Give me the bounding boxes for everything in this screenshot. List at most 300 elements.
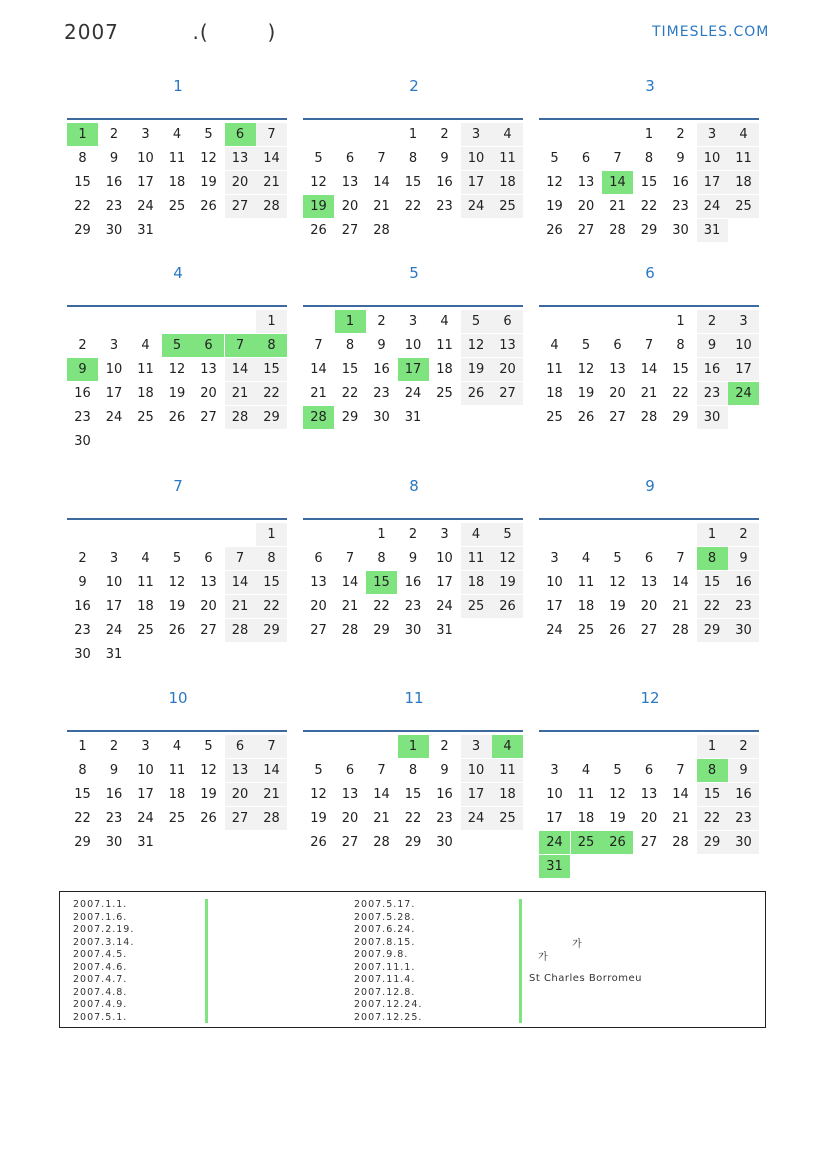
day-cell: 7 [676,551,685,566]
day-cell: 26 [577,410,595,425]
day-cell: 4 [440,314,449,329]
month-name: 5 [409,264,419,282]
legend-date: 2007.4.5. [73,949,128,960]
day-cell: 2 [78,338,87,353]
day-cell: 3 [461,123,492,146]
day-cell: 29 [341,410,359,425]
day-cell: 8 [345,338,355,353]
day-cell: 18 [168,787,186,802]
day-cell: 2 [109,127,119,142]
day-cell: 16 [728,571,759,594]
day-cell: 30 [697,406,728,429]
day-cell: 6 [644,763,654,778]
day-cell: 4 [492,123,523,146]
day-cell: 19 [609,599,626,614]
day-cell: 3 [697,123,728,146]
day-cell: 9 [109,151,119,166]
day-cell: 12 [168,362,186,377]
day-cell: 22 [373,599,390,614]
day-cell: 19 [546,199,563,214]
legend-date: 2007.1.1. [73,899,128,910]
day-cell: 28 [225,619,256,642]
day-cell: 5 [314,151,323,166]
day-cell: 12 [200,151,217,166]
day-cell: 13 [640,575,658,590]
day-cell: 10 [728,334,759,357]
day-cell: 28 [225,406,256,429]
day-cell: 11 [137,575,154,590]
day-cell: 10 [461,759,492,782]
day-cell: 5 [204,739,213,754]
day-cell: 1 [398,735,429,758]
day-cell: 12 [310,175,327,190]
month-name: 7 [173,477,183,495]
legend-date: 2007.4.8. [73,986,128,998]
day-cell: 15 [672,362,689,377]
day-cell: 3 [141,739,150,754]
day-cell: 17 [461,171,492,194]
day-cell: 8 [256,334,287,357]
day-cell: 25 [168,199,186,214]
day-cell: 7 [314,338,323,353]
legend-date: 2007.4.7. [73,974,128,985]
day-cell: 19 [168,599,186,614]
day-cell: 15 [697,571,728,594]
day-cell: 14 [225,571,256,594]
day-cell: 7 [225,547,256,570]
day-cell: 13 [310,575,327,590]
day-cell: 20 [225,171,256,194]
day-cell: 21 [225,595,256,618]
day-cell: 15 [74,787,91,802]
day-cell: 3 [440,527,449,542]
day-cell: 20 [200,386,217,401]
day-cell: 6 [345,763,355,778]
day-cell: 13 [577,175,595,190]
day-cell: 8 [256,547,287,570]
day-cell: 29 [256,406,287,429]
day-cell: 10 [436,551,453,566]
day-cell: 16 [436,175,453,190]
day-cell: 25 [492,195,523,218]
day-cell: 24 [461,807,492,830]
month-2 [303,74,525,238]
day-cell: 23 [728,595,759,618]
month-4 [67,261,289,449]
day-cell: 14 [341,575,359,590]
day-cell: 21 [609,199,626,214]
day-cell: 16 [105,175,123,190]
day-cell: 28 [672,835,689,850]
month-9 [539,474,761,638]
day-cell: 18 [546,386,563,401]
day-cell: 19 [609,811,626,826]
day-cell: 10 [404,338,422,353]
month-3 [539,74,761,238]
day-cell: 24 [461,195,492,218]
day-cell: 27 [609,410,626,425]
day-cell: 6 [225,123,256,146]
day-cell: 10 [105,575,123,590]
month-divider [539,730,759,732]
day-cell: 9 [78,575,87,590]
day-cell: 29 [640,223,658,238]
day-cell: 9 [728,759,759,782]
day-cell: 26 [609,623,626,638]
day-cell: 9 [109,763,119,778]
day-cell: 25 [492,807,523,830]
day-cell: 10 [137,151,154,166]
day-cell: 3 [461,735,492,758]
day-cell: 17 [546,811,563,826]
day-cell: 31 [404,410,422,425]
day-cell: 11 [546,362,563,377]
day-cell: 22 [74,199,91,214]
day-cell: 1 [67,123,98,146]
day-cell: 6 [492,310,523,333]
day-cell: 15 [341,362,359,377]
month-name: 3 [645,77,655,95]
day-cell: 12 [168,575,186,590]
day-cell: 30 [728,619,759,642]
day-cell: 20 [310,599,327,614]
day-cell: 7 [377,763,386,778]
day-cell: 5 [492,523,523,546]
day-cell: 13 [225,759,256,782]
day-cell: 29 [697,619,728,642]
day-cell: 7 [225,334,256,357]
day-cell: 30 [436,835,453,850]
month-7 [67,474,289,662]
day-cell: 28 [341,623,359,638]
legend-date: 2007.5.28. [354,911,416,923]
day-cell: 24 [404,386,422,401]
day-cell: 25 [577,623,595,638]
day-cell: 26 [602,831,633,854]
day-cell: 28 [672,623,689,638]
day-cell: 23 [404,599,422,614]
day-cell: 8 [408,763,418,778]
day-cell: 5 [581,338,591,353]
day-cell: 18 [137,386,154,401]
day-cell: 23 [436,811,453,826]
day-cell: 15 [404,787,422,802]
day-cell: 6 [613,338,622,353]
month-divider [303,118,523,120]
month-divider [539,118,759,120]
day-cell: 17 [436,575,453,590]
day-cell: 19 [577,386,595,401]
day-cell: 10 [461,147,492,170]
day-cell: 2 [676,127,685,142]
day-cell: 25 [436,386,453,401]
day-cell: 22 [404,811,422,826]
day-cell: 1 [644,127,654,142]
day-cell: 31 [436,623,453,638]
day-cell: 25 [137,623,154,638]
day-cell: 12 [461,334,492,357]
day-cell: 26 [200,199,217,214]
day-cell: 30 [74,434,91,449]
day-cell: 4 [581,763,591,778]
day-cell: 16 [373,362,390,377]
month-5 [303,261,525,425]
day-cell: 8 [676,338,685,353]
day-cell: 22 [341,386,359,401]
day-cell: 10 [546,575,563,590]
day-cell: 30 [728,831,759,854]
day-cell: 10 [105,362,123,377]
day-cell: 18 [577,599,595,614]
day-cell: 14 [256,147,287,170]
day-cell: 30 [373,410,390,425]
day-cell: 31 [137,835,154,850]
day-cell: 8 [697,547,728,570]
day-cell: 15 [697,783,728,806]
day-cell: 9 [377,338,386,353]
legend-note-korean-2: 가 [538,952,549,963]
day-cell: 1 [676,314,685,329]
day-cell: 2 [78,551,87,566]
legend-date: 2007.4.6. [73,961,128,973]
day-cell: 22 [697,807,728,830]
day-cell: 17 [137,787,154,802]
day-cell: 28 [256,807,287,830]
day-cell: 14 [310,362,327,377]
month-name: 6 [645,264,655,282]
day-cell: 1 [697,735,728,758]
day-cell: 22 [404,199,422,214]
day-cell: 2 [377,314,386,329]
day-cell: 24 [436,599,453,614]
day-cell: 11 [577,575,595,590]
day-cell: 21 [672,811,689,826]
day-cell: 1 [256,523,287,546]
month-1 [67,74,289,238]
day-cell: 29 [74,223,91,238]
day-cell: 23 [74,623,91,638]
day-cell: 22 [697,595,728,618]
legend-date: 2007.12.8. [354,986,416,998]
day-cell: 6 [204,551,213,566]
day-cell: 27 [640,835,658,850]
day-cell: 28 [256,195,287,218]
day-cell: 9 [728,547,759,570]
day-cell: 11 [436,338,453,353]
day-cell: 26 [200,811,217,826]
brand-link[interactable]: TIMESLES.COM [652,24,770,40]
day-cell: 19 [303,195,334,218]
day-cell: 15 [256,358,287,381]
month-divider [303,730,523,732]
day-cell: 27 [225,807,256,830]
day-cell: 20 [609,386,626,401]
day-cell: 8 [377,551,386,566]
day-cell: 16 [74,386,91,401]
holiday-legend [59,891,766,1028]
legend-divider-2 [519,899,522,1023]
day-cell: 25 [546,410,563,425]
day-cell: 6 [644,551,654,566]
day-cell: 3 [550,551,559,566]
day-cell: 9 [67,358,98,381]
day-cell: 10 [697,147,728,170]
day-cell: 25 [137,410,154,425]
day-cell: 4 [461,523,492,546]
day-cell: 23 [373,386,390,401]
day-cell: 21 [640,386,658,401]
day-cell: 22 [256,595,287,618]
day-cell: 26 [310,835,327,850]
day-cell: 27 [310,623,327,638]
day-cell: 4 [550,338,559,353]
day-cell: 16 [672,175,689,190]
day-cell: 26 [492,595,523,618]
legend-date: 2007.5.17. [354,899,416,910]
day-cell: 8 [697,759,728,782]
day-cell: 20 [341,199,359,214]
day-cell: 23 [697,382,728,405]
legend-date: 2007.9.8. [354,949,409,960]
day-cell: 3 [109,338,119,353]
day-cell: 23 [105,811,123,826]
day-cell: 18 [461,571,492,594]
day-cell: 19 [200,787,217,802]
day-cell: 3 [408,314,418,329]
day-cell: 24 [105,410,123,425]
day-cell: 7 [644,338,654,353]
day-cell: 15 [366,571,397,594]
day-cell: 10 [137,763,154,778]
day-cell: 24 [546,623,563,638]
day-cell: 20 [577,199,595,214]
day-cell: 19 [168,386,186,401]
day-cell: 25 [571,831,602,854]
day-cell: 19 [310,811,327,826]
day-cell: 20 [341,811,359,826]
month-10 [67,686,289,850]
day-cell: 21 [373,199,390,214]
day-cell: 18 [492,171,523,194]
day-cell: 14 [602,171,633,194]
day-cell: 29 [404,835,422,850]
day-cell: 24 [105,623,123,638]
day-cell: 24 [137,199,154,214]
day-cell: 29 [256,619,287,642]
day-cell: 13 [640,787,658,802]
day-cell: 30 [105,835,123,850]
day-cell: 19 [492,571,523,594]
day-cell: 9 [408,551,418,566]
day-cell: 25 [461,595,492,618]
day-cell: 13 [341,787,359,802]
day-cell: 4 [492,735,523,758]
day-cell: 30 [404,623,422,638]
month-divider [67,730,287,732]
day-cell: 20 [225,783,256,806]
day-cell: 3 [550,763,559,778]
day-cell: 15 [640,175,658,190]
day-cell: 27 [640,623,658,638]
day-cell: 17 [137,175,154,190]
day-cell: 12 [546,175,563,190]
day-cell: 16 [105,787,123,802]
day-cell: 18 [436,362,453,377]
day-cell: 26 [168,410,186,425]
day-cell: 6 [193,334,224,357]
month-divider [303,305,523,307]
legend-divider-1 [205,899,208,1023]
day-cell: 5 [461,310,492,333]
day-cell: 19 [200,175,217,190]
day-cell: 15 [404,175,422,190]
day-cell: 2 [440,127,449,142]
day-cell: 13 [225,147,256,170]
day-cell: 11 [728,147,759,170]
day-cell: 27 [341,223,359,238]
day-cell: 2 [408,527,418,542]
month-name: 4 [173,264,183,282]
month-name: 10 [168,689,188,707]
day-cell: 16 [74,599,91,614]
day-cell: 31 [105,647,123,662]
day-cell: 14 [640,362,658,377]
day-cell: 12 [200,763,217,778]
legend-dates-column-1 [73,899,134,1024]
legend-date: 2007.11.1. [354,961,416,973]
day-cell: 27 [225,195,256,218]
day-cell: 22 [256,382,287,405]
day-cell: 5 [204,127,213,142]
day-cell: 3 [141,127,150,142]
month-divider [303,518,523,520]
day-cell: 8 [78,151,87,166]
month-name: 12 [640,689,660,707]
day-cell: 28 [373,835,390,850]
legend-date: 2007.5.1. [73,1011,128,1023]
day-cell: 15 [74,175,91,190]
day-cell: 5 [613,763,622,778]
day-cell: 21 [373,811,390,826]
day-cell: 7 [256,735,287,758]
day-cell: 8 [78,763,87,778]
legend-date: 2007.1.6. [73,911,128,923]
day-cell: 2 [109,739,119,754]
day-cell: 20 [640,811,658,826]
day-cell: 2 [440,739,449,754]
day-cell: 3 [728,310,759,333]
day-cell: 24 [728,382,759,405]
day-cell: 23 [728,807,759,830]
month-11 [303,686,525,850]
day-cell: 26 [461,382,492,405]
day-cell: 16 [697,358,728,381]
day-cell: 8 [408,151,418,166]
day-cell: 4 [172,739,182,754]
day-cell: 11 [168,763,186,778]
day-cell: 4 [141,338,150,353]
month-name: 9 [645,477,655,495]
day-cell: 21 [672,599,689,614]
day-cell: 13 [341,175,359,190]
day-cell: 13 [492,334,523,357]
day-cell: 9 [440,151,449,166]
day-cell: 1 [377,527,386,542]
day-cell: 31 [697,219,728,242]
day-cell: 25 [728,195,759,218]
day-cell: 30 [74,647,91,662]
day-cell: 5 [550,151,559,166]
